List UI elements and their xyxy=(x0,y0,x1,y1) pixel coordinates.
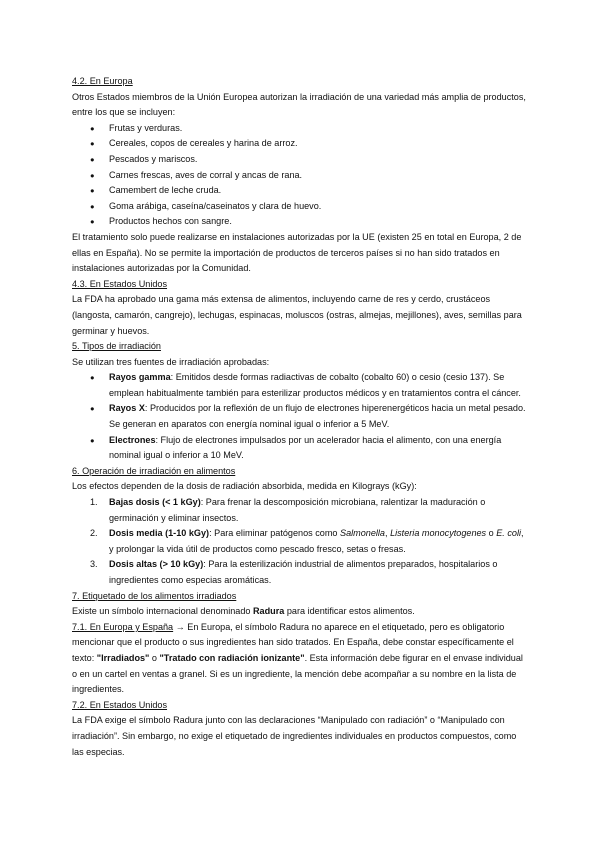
list-item: ● Productos hechos con sangre. xyxy=(72,214,530,230)
item-number: 1. xyxy=(90,497,98,508)
list-item: ● Cereales, copos de cereales y harina de arroz. xyxy=(72,136,530,152)
list-item xyxy=(72,401,530,432)
section-heading-7-1: 7.1. En Europa y España xyxy=(72,621,174,632)
radura-term: Radura xyxy=(252,606,285,617)
label-quote: "Irradiados" xyxy=(96,652,150,663)
separator: , xyxy=(385,528,391,539)
text-run: . Esta información debe figurar en el envase individual o en un cartel en ventas a granel. Si es un ingrediente, la mención debe acompañar a su nombre en la lista de ingredientes. xyxy=(72,652,523,695)
text-run: para identificar estos alimentos. xyxy=(284,606,415,617)
term: Rayos X xyxy=(109,403,145,414)
section-heading-4-2: 4.2. En Europa xyxy=(72,76,133,86)
item-number: 2. xyxy=(90,528,98,539)
list-item: ● Pescados y mariscos. xyxy=(72,152,530,168)
description: : Emitidos desde formas radiactivas de cobalto (cobalto 60) o cesio (cesio 137). Se emplean habitualmente también para esterilizar productos médicos y en tratamientos contra el cáncer. xyxy=(109,372,521,398)
irradiation-types-list xyxy=(72,370,530,464)
organism-name: Listeria monocytogenes xyxy=(390,528,487,539)
description: : Para frenar la descomposición microbiana, ralentizar la maduración o germinación y eliminar insectos. xyxy=(109,497,486,523)
list-item: ● Frutas y verduras. xyxy=(72,121,530,137)
section-4-2-outro: El tratamiento solo puede realizarse en instalaciones autorizadas por la UE (existen 25 en total en Europa, 2 de ellas en España). No se permite la importación de productos de terceros países si no han sido tratados en instalaciones autorizadas por la Comunidad. xyxy=(72,231,522,274)
description: : Producidos por la reflexión de un flujo de electrones hiperenergéticos hacia un metal pesado. Se generan en aparatos con energía nominal igual o inferior a 5 MeV. xyxy=(109,403,526,430)
section-4-3-text: La FDA ha aprobado una gama más extensa de alimentos, incluyendo carne de res y cerdo, crustáceos (langosta, camarón, cangrejo), lechugas, espinacas, moluscos (ostras, almejas, mejillones), aves, semillas para germinar y huevos. xyxy=(72,294,522,336)
term: Electrones xyxy=(109,434,156,445)
list-item: ● Camembert de leche cruda. xyxy=(72,183,530,199)
term: Dosis media (1-10 kGy) xyxy=(109,528,210,539)
section-7-2-text: La FDA exige el símbolo Radura junto con las declaraciones “Manipulado con radiación” o “Manipulado con irradiación”. Sin embargo, no exige el etiquetado de ingredientes individuales en productos compuestos, como las especias. xyxy=(72,715,517,757)
section-heading-5: 5. Tipos de irradiación xyxy=(72,341,161,352)
dose-list xyxy=(72,495,530,589)
description: , y prolongar la vida útil de productos como pescado fresco, setas o fresas. xyxy=(109,528,524,554)
list-item xyxy=(72,495,530,526)
document-page xyxy=(72,74,530,760)
text-run: o xyxy=(149,652,160,663)
list-item: ● Goma arábiga, caseína/caseinatos y clara de huevo. xyxy=(72,199,530,215)
term: Dosis altas (> 10 kGy) xyxy=(109,559,204,570)
section-7-1-text xyxy=(72,620,530,698)
section-5-intro: Se utilizan tres fuentes de irradiación aprobadas: xyxy=(72,356,270,367)
section-heading-6: 6. Operación de irradiación en alimentos xyxy=(72,465,236,476)
description: : Flujo de electrones impulsados por un acelerador hacia el alimento, con una energía nominal igual o inferior a 10 MeV. xyxy=(109,434,502,461)
text-run: Existe un símbolo internacional denominado xyxy=(72,606,253,617)
separator: o xyxy=(486,528,497,539)
list-item xyxy=(72,526,530,557)
section-7-text xyxy=(72,604,530,620)
section-6-intro: Los efectos dependen de la dosis de radiación absorbida, medida en Kilograys (kGy): xyxy=(72,481,417,492)
text-run: En Europa, el símbolo Radura no aparece en el etiquetado, pero es obligatorio mencionar que el producto o sus ingredientes han sido tratados. En España, debe constar específicamente el texto: xyxy=(72,621,514,663)
label-quote: "Tratado con radiación ionizante" xyxy=(159,652,305,663)
item-number: 3. xyxy=(90,559,98,570)
section-heading-4-3: 4.3. En Estados Unidos xyxy=(72,278,168,289)
list-item: ● Carnes frescas, aves de corral y ancas de rana. xyxy=(72,168,530,184)
organism-name: Salmonella xyxy=(340,528,385,539)
list-item xyxy=(72,557,530,588)
term: Bajas dosis (< 1 kGy) xyxy=(109,497,201,508)
section-heading-7: 7. Etiquetado de los alimentos irradiados xyxy=(72,590,237,601)
section-4-2-list xyxy=(72,121,530,230)
arrow-icon: → xyxy=(173,621,188,632)
list-item xyxy=(72,433,530,464)
description: : Para la esterilización industrial de alimentos preparados, hospitalarios o ingredientes como especias aromáticas. xyxy=(109,559,498,585)
description: : Para eliminar patógenos como xyxy=(209,528,340,539)
term: Rayos gamma xyxy=(109,372,171,383)
list-item xyxy=(72,370,530,401)
section-heading-7-2: 7.2. En Estados Unidos xyxy=(72,699,168,710)
section-4-2-intro: Otros Estados miembros de la Unión Europea autorizan la irradiación de una variedad más amplia de productos, entre los que se incluyen: xyxy=(72,91,526,118)
organism-name: E. coli xyxy=(496,528,521,539)
